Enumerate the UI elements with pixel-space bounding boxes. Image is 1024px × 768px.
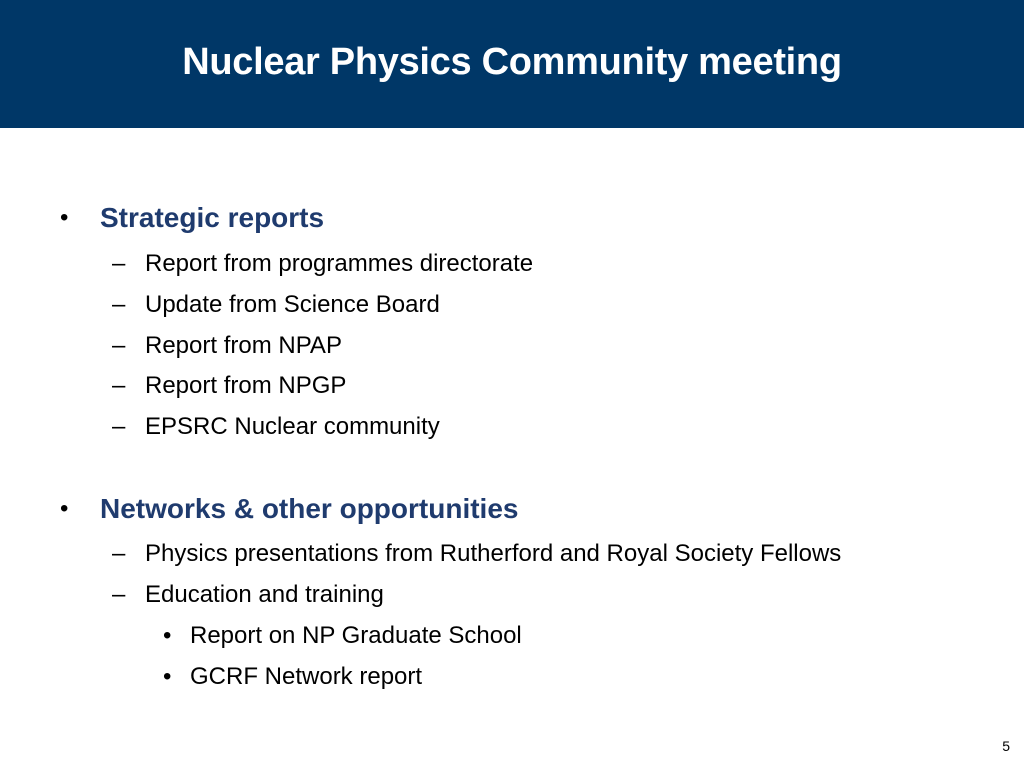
section-heading-text: Networks & other opportunities bbox=[100, 493, 519, 524]
list-item bbox=[112, 540, 841, 568]
dash-icon: – bbox=[112, 413, 126, 440]
nested-list-item bbox=[163, 663, 422, 691]
section-heading-networks bbox=[60, 493, 518, 525]
bullet-icon: • bbox=[60, 495, 69, 522]
bullet-icon: • bbox=[163, 622, 172, 649]
bullet-icon: • bbox=[163, 663, 172, 690]
list-item-text: Update from Science Board bbox=[145, 291, 440, 318]
list-item bbox=[112, 291, 440, 319]
list-item-text: Report from NPGP bbox=[145, 372, 347, 399]
page-number: 5 bbox=[1002, 738, 1010, 754]
section-heading-text: Strategic reports bbox=[100, 202, 325, 233]
bullet-icon: • bbox=[60, 204, 69, 231]
list-item bbox=[112, 413, 440, 441]
nested-list-item bbox=[163, 622, 522, 650]
list-item-text: Report from programmes directorate bbox=[145, 250, 534, 277]
dash-icon: – bbox=[112, 250, 126, 277]
nested-list-item-text: GCRF Network report bbox=[190, 663, 423, 690]
list-item-text: Report from NPAP bbox=[145, 332, 342, 359]
nested-list-item-text: Report on NP Graduate School bbox=[190, 622, 522, 649]
dash-icon: – bbox=[112, 332, 126, 359]
list-item bbox=[112, 332, 342, 360]
list-item bbox=[112, 250, 533, 278]
dash-icon: – bbox=[112, 581, 126, 608]
list-item-text: Physics presentations from Rutherford and Royal Society Fellows bbox=[145, 540, 842, 567]
list-item bbox=[112, 581, 384, 609]
dash-icon: – bbox=[112, 291, 126, 318]
dash-icon: – bbox=[112, 540, 126, 567]
list-item bbox=[112, 372, 346, 400]
dash-icon: – bbox=[112, 372, 126, 399]
slide-title: Nuclear Physics Community meeting bbox=[182, 40, 842, 83]
list-item-text: Education and training bbox=[145, 581, 384, 608]
section-heading-strategic-reports bbox=[60, 202, 324, 234]
list-item-text: EPSRC Nuclear community bbox=[145, 413, 440, 440]
